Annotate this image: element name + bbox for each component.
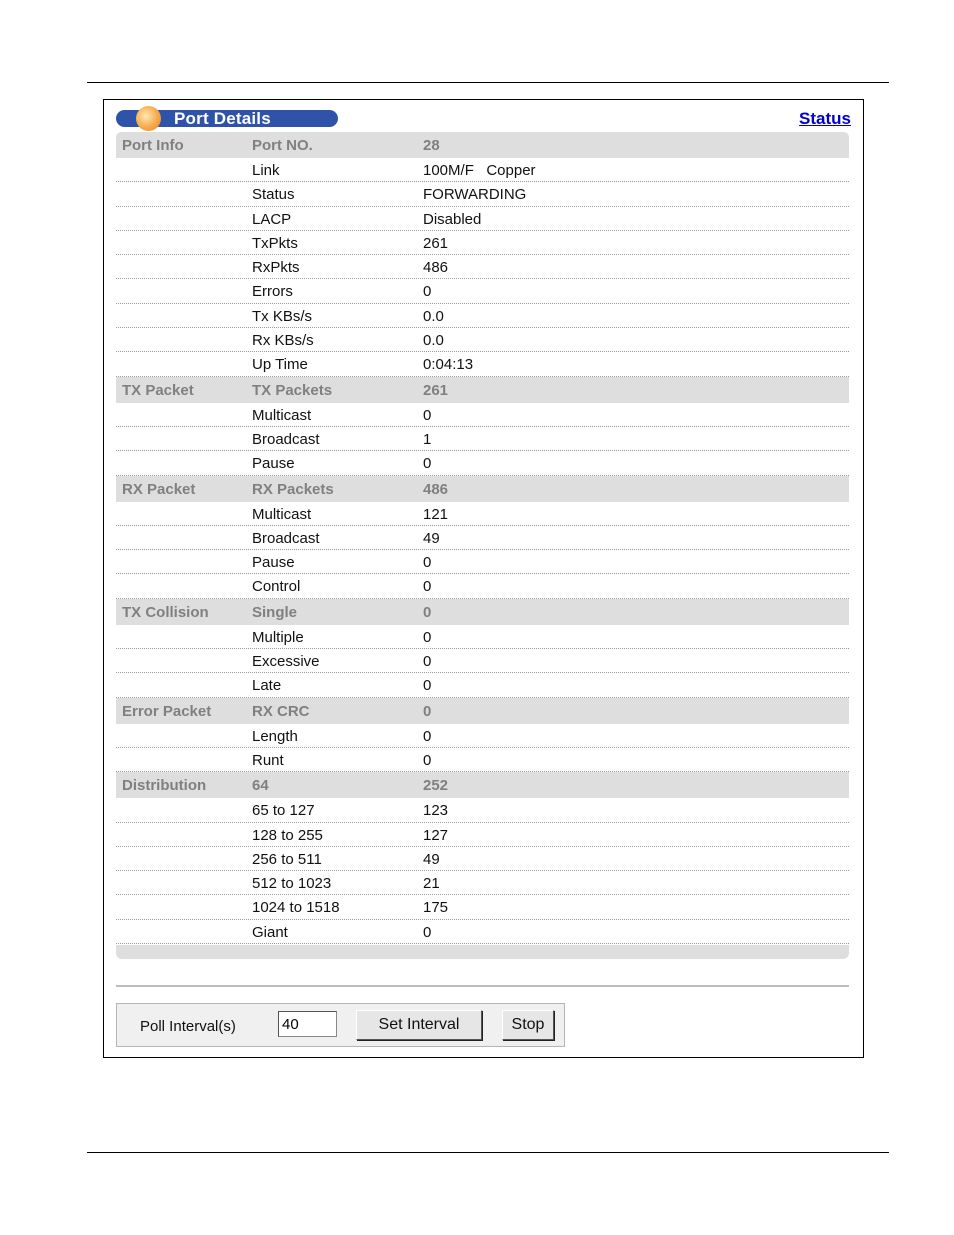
row-value: 0 bbox=[423, 578, 432, 596]
row-value: 127 bbox=[423, 826, 449, 844]
table-row bbox=[116, 673, 849, 697]
table-row bbox=[116, 231, 849, 255]
section-name: RX Packet bbox=[122, 480, 196, 498]
table-row bbox=[116, 574, 849, 598]
row-label: 512 to 1023 bbox=[252, 875, 332, 893]
poll-interval-input[interactable] bbox=[278, 1011, 337, 1037]
table-row bbox=[116, 895, 849, 919]
row-label: 1024 to 1518 bbox=[252, 899, 340, 917]
row-value: 0 bbox=[423, 554, 432, 572]
row-value: 49 bbox=[423, 529, 440, 547]
table-row bbox=[116, 427, 849, 451]
section-header-value: 28 bbox=[423, 137, 440, 154]
row-value: 0 bbox=[423, 653, 432, 671]
row-label: Late bbox=[252, 677, 282, 695]
bottom-rule bbox=[87, 1152, 889, 1153]
row-label: Multiple bbox=[252, 628, 304, 646]
row-label: Pause bbox=[252, 554, 295, 572]
table-row bbox=[116, 451, 849, 475]
section-header-label: TX Packets bbox=[252, 381, 333, 399]
table-row bbox=[116, 182, 849, 206]
set-interval-button[interactable]: Set Interval bbox=[356, 1010, 482, 1040]
row-value: 49 bbox=[423, 850, 440, 868]
section-name: TX Collision bbox=[122, 603, 209, 621]
row-value: FORWARDING bbox=[423, 186, 527, 204]
table-row bbox=[116, 823, 849, 847]
row-label: Length bbox=[252, 727, 298, 745]
poll-interval-label: Poll Interval(s) bbox=[140, 1018, 236, 1035]
port-details-panel bbox=[103, 99, 864, 1058]
section-header-label: Port NO. bbox=[252, 137, 313, 154]
stop-button[interactable]: Stop bbox=[502, 1010, 554, 1040]
table-row bbox=[116, 502, 849, 526]
row-value: 21 bbox=[423, 875, 440, 893]
row-label: LACP bbox=[252, 210, 292, 228]
row-label: TxPkts bbox=[252, 234, 298, 252]
table-row bbox=[116, 649, 849, 673]
row-value: 0 bbox=[423, 406, 432, 424]
row-label: Broadcast bbox=[252, 430, 320, 448]
row-value: 0 bbox=[423, 455, 432, 473]
table-row bbox=[116, 304, 849, 328]
row-label: 128 to 255 bbox=[252, 826, 323, 844]
section-header-value: 0 bbox=[423, 702, 432, 720]
table-row bbox=[116, 847, 849, 871]
table-row bbox=[116, 255, 849, 279]
row-label: RxPkts bbox=[252, 259, 300, 277]
row-value: 121 bbox=[423, 505, 449, 523]
row-label: Pause bbox=[252, 455, 295, 473]
row-value: 100M/F Copper bbox=[423, 162, 536, 179]
section-name: Port Info bbox=[122, 137, 184, 154]
table-row bbox=[116, 625, 849, 649]
table-row bbox=[116, 279, 849, 303]
section-header-row bbox=[116, 132, 849, 158]
table-row bbox=[116, 724, 849, 748]
row-value: 0 bbox=[423, 677, 432, 695]
section-header-value: 486 bbox=[423, 480, 449, 498]
table-row bbox=[116, 352, 849, 376]
row-value: 1 bbox=[423, 430, 432, 448]
section-header-row bbox=[116, 599, 849, 625]
top-rule bbox=[87, 82, 889, 83]
section-header-value: 261 bbox=[423, 381, 449, 399]
row-label: 65 to 127 bbox=[252, 802, 315, 820]
poll-interval-bar bbox=[116, 1003, 565, 1047]
section-header-label: Single bbox=[252, 603, 298, 621]
row-label: Link bbox=[252, 162, 280, 179]
row-value: 0 bbox=[423, 283, 432, 301]
row-value: 123 bbox=[423, 802, 449, 820]
table-row bbox=[116, 328, 849, 352]
row-label: Rx KBs/s bbox=[252, 332, 314, 350]
panel-title: Port Details bbox=[174, 109, 271, 128]
row-label: Multicast bbox=[252, 505, 312, 523]
section-header-row bbox=[116, 698, 849, 724]
section-header-value: 252 bbox=[423, 777, 449, 795]
port-details-table bbox=[116, 132, 849, 959]
row-label: Up Time bbox=[252, 356, 308, 374]
row-label: Control bbox=[252, 578, 301, 596]
row-value: 175 bbox=[423, 899, 449, 917]
row-label: Runt bbox=[252, 751, 284, 769]
row-value: 0.0 bbox=[423, 307, 444, 325]
section-name: Error Packet bbox=[122, 702, 212, 720]
section-header-row bbox=[116, 772, 849, 798]
row-label: Multicast bbox=[252, 406, 312, 424]
row-label: Status bbox=[252, 186, 295, 204]
table-row bbox=[116, 748, 849, 772]
section-name: TX Packet bbox=[122, 381, 194, 399]
row-label: Tx KBs/s bbox=[252, 307, 313, 325]
row-value: 0:04:13 bbox=[423, 356, 474, 374]
table-row bbox=[116, 526, 849, 550]
row-value: 0 bbox=[423, 923, 432, 941]
section-header-row bbox=[116, 377, 849, 403]
separator-line bbox=[116, 985, 849, 987]
row-value: Disabled bbox=[423, 210, 482, 228]
row-value: 0.0 bbox=[423, 332, 444, 350]
panel-title-bar bbox=[116, 110, 338, 127]
table-row bbox=[116, 798, 849, 822]
section-header-label: 64 bbox=[252, 777, 269, 795]
table-row bbox=[116, 403, 849, 427]
row-value: 0 bbox=[423, 751, 432, 769]
table-footer bbox=[116, 945, 849, 959]
table-row bbox=[116, 871, 849, 895]
row-label: Errors bbox=[252, 283, 293, 301]
table-row bbox=[116, 158, 849, 182]
row-value: 0 bbox=[423, 628, 432, 646]
section-header-label: RX Packets bbox=[252, 480, 334, 498]
row-value: 261 bbox=[423, 234, 449, 252]
section-header-value: 0 bbox=[423, 603, 432, 621]
row-label: 256 to 511 bbox=[252, 850, 322, 868]
row-label: Giant bbox=[252, 923, 288, 941]
row-value: 0 bbox=[423, 727, 432, 745]
row-label: Broadcast bbox=[252, 529, 320, 547]
table-row bbox=[116, 207, 849, 231]
section-header-row bbox=[116, 476, 849, 502]
section-header-label: RX CRC bbox=[252, 702, 310, 720]
orange-orb-icon bbox=[136, 106, 161, 131]
table-row bbox=[116, 550, 849, 574]
status-link[interactable]: Status bbox=[799, 109, 851, 128]
table-row bbox=[116, 920, 849, 944]
section-name: Distribution bbox=[122, 777, 207, 795]
row-label: Excessive bbox=[252, 653, 320, 671]
row-value: 486 bbox=[423, 259, 449, 277]
